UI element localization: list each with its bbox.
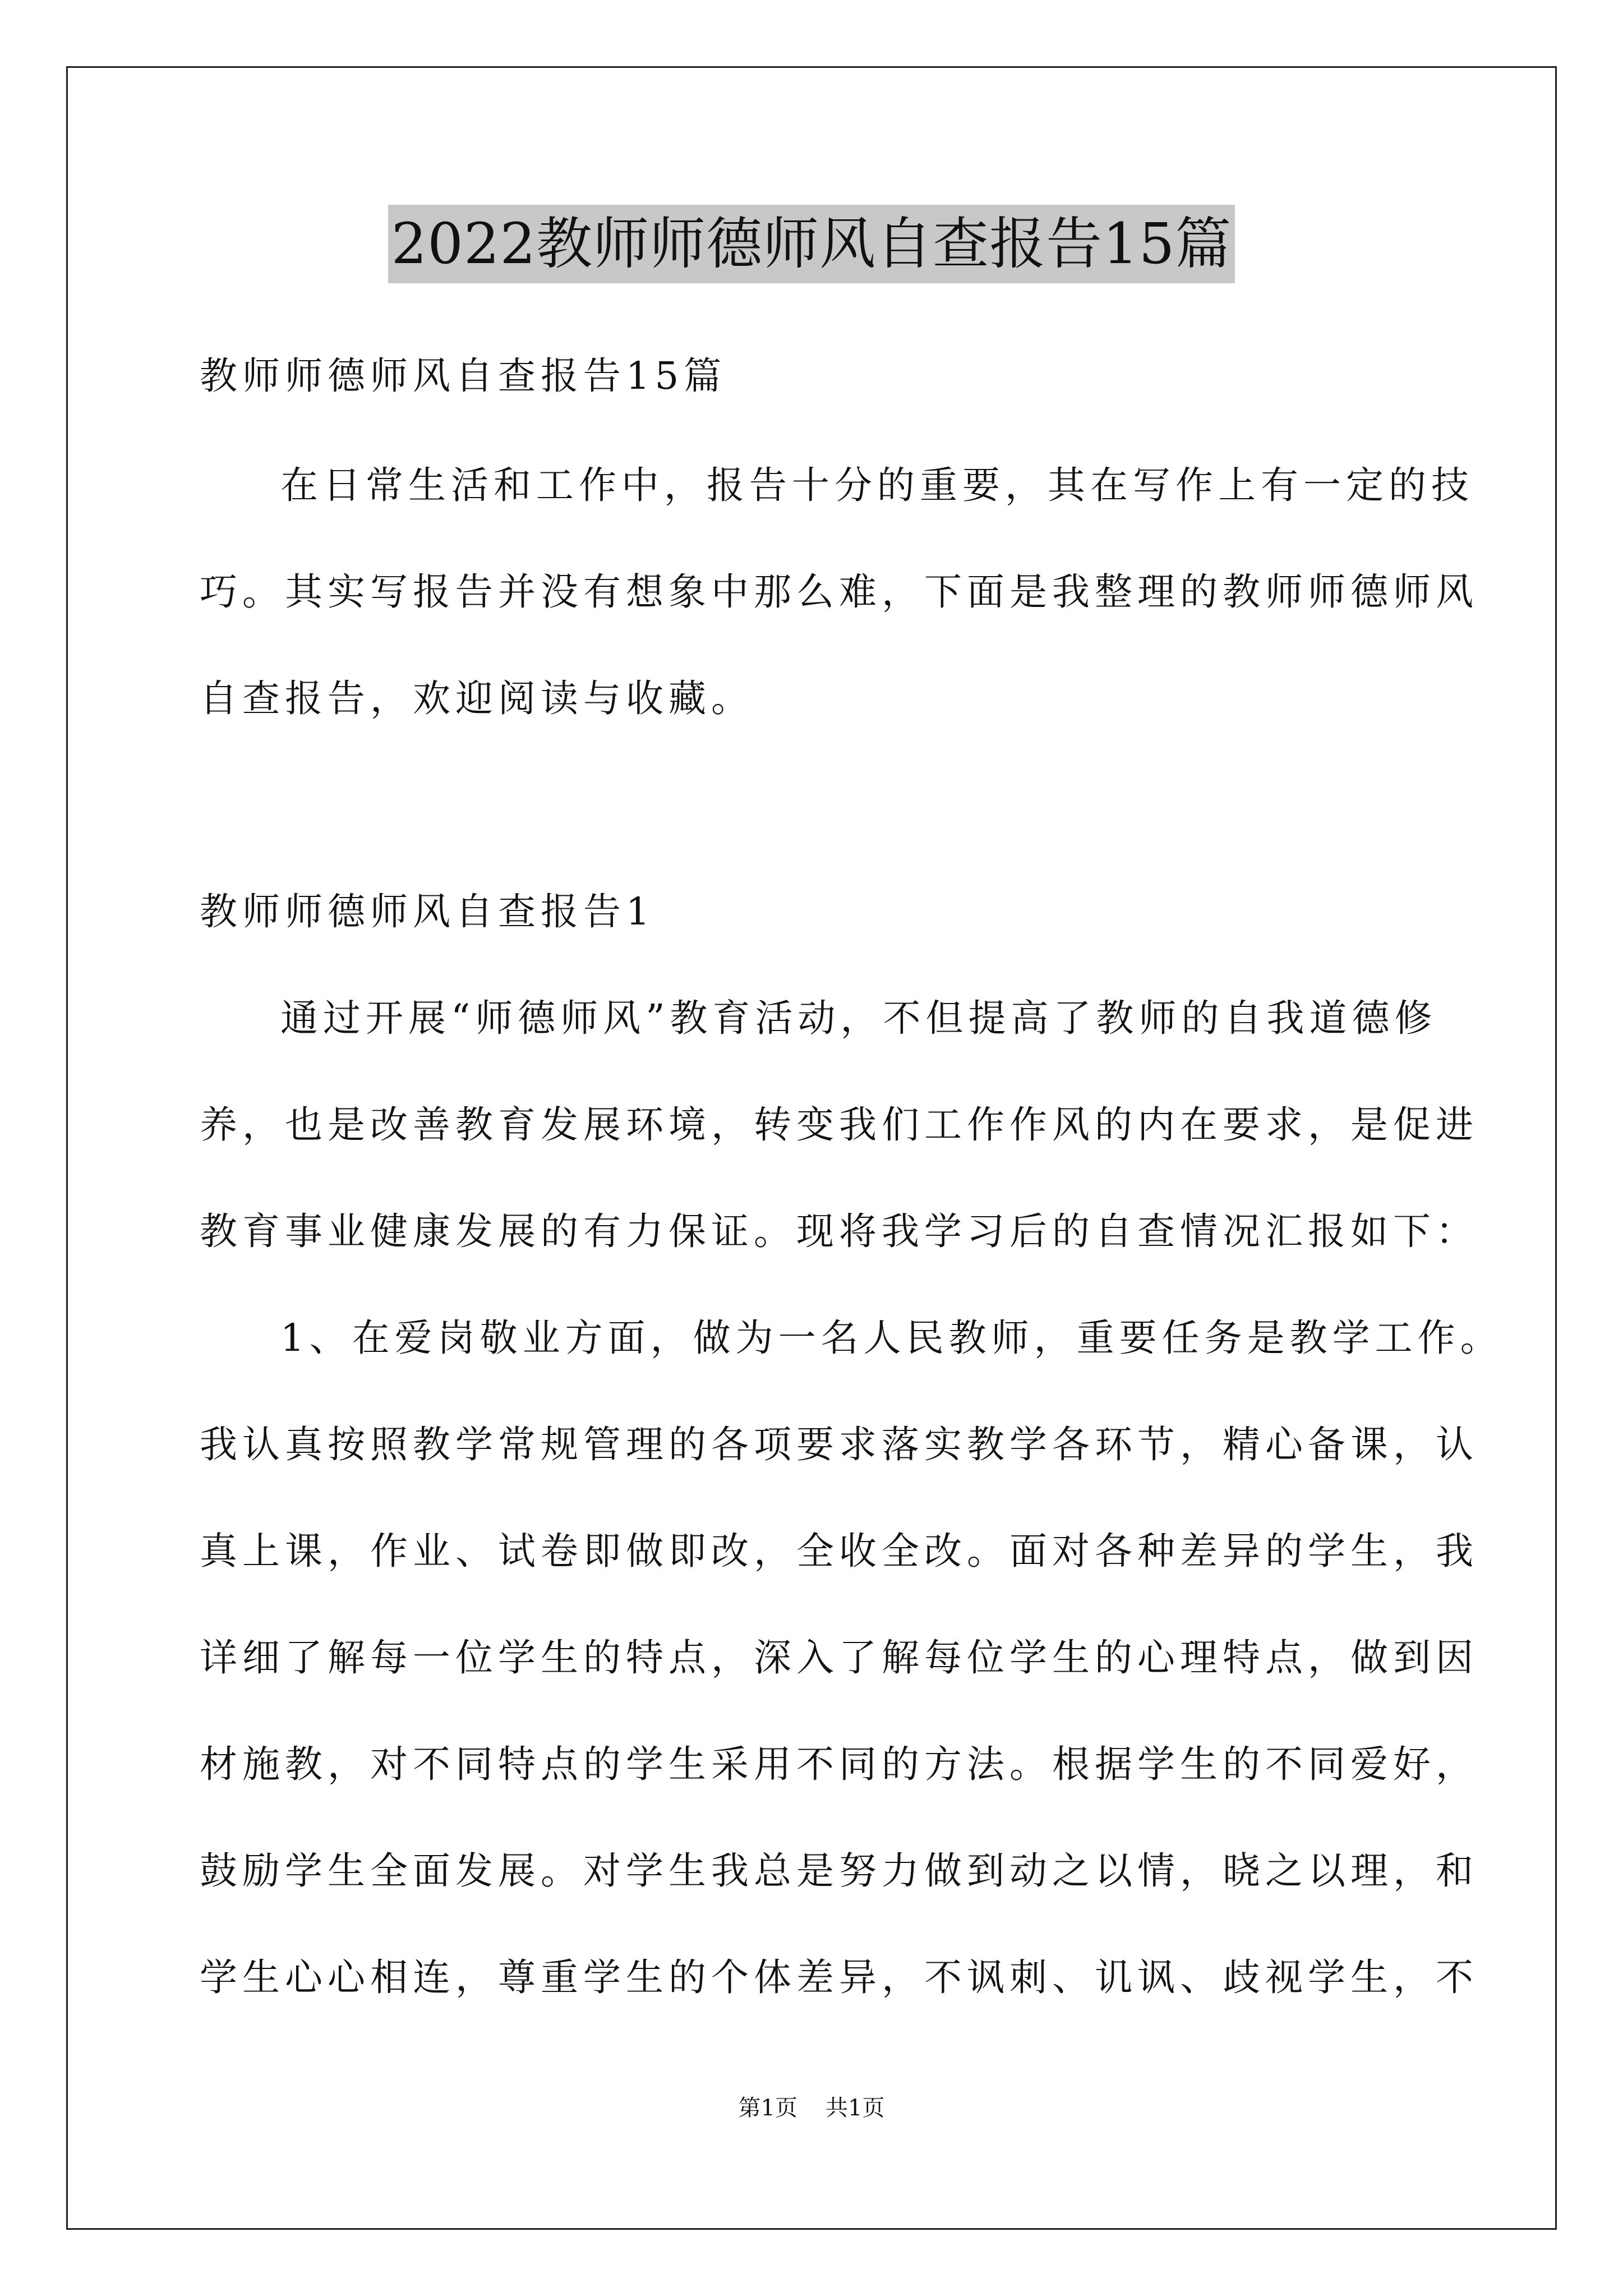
intro-line: 在日常生活和工作中，报告十分的重要，其在写作上有一定的技 <box>280 463 1474 507</box>
document-title: 2022教师师德师风自查报告15篇 <box>388 205 1235 283</box>
paragraph-line: 教育事业健康发展的有力保证。现将我学习后的自查情况汇报如下： <box>200 1209 1478 1253</box>
paragraph-line: 真上课，作业、试卷即做即改，全收全改。面对各种差异的学生，我 <box>200 1529 1478 1573</box>
paragraph-line: 养，也是改善教育发展环境，转变我们工作作风的内在要求，是促进 <box>200 1103 1478 1147</box>
paragraph-line: 1、在爱岗敬业方面，做为一名人民教师，重要任务是教学工作。 <box>280 1316 1503 1360</box>
paragraph-line: 通过开展“师德师风”教育活动，不但提高了教师的自我道德修 <box>280 996 1437 1040</box>
paragraph-line: 我认真按照教学常规管理的各项要求落实教学各环节，精心备课，认 <box>200 1423 1478 1466</box>
paragraph-line: 学生心心相连，尊重学生的个体差异，不讽刺、讥讽、歧视学生，不 <box>200 1955 1478 1999</box>
page-footer <box>0 2091 1623 2125</box>
page-total: 共1页 <box>826 2095 885 2121</box>
page-number: 第1页 <box>738 2095 797 2121</box>
paragraph-line: 详细了解每一位学生的特点，深入了解每位学生的心理特点，做到因 <box>200 1636 1478 1680</box>
paragraph-line: 材施教，对不同特点的学生采用不同的方法。根据学生的不同爱好， <box>200 1742 1478 1786</box>
paragraph-line: 鼓励学生全面发展。对学生我总是努力做到动之以情，晓之以理，和 <box>200 1849 1478 1893</box>
intro-line: 巧。其实写报告并没有想象中那么难，下面是我整理的教师师德师风 <box>200 570 1478 614</box>
section-heading: 教师师德师风自查报告1 <box>200 890 655 933</box>
document-subtitle: 教师师德师风自查报告15篇 <box>200 354 727 398</box>
title-container <box>0 205 1623 283</box>
intro-line: 自查报告，欢迎阅读与收藏。 <box>200 677 754 720</box>
